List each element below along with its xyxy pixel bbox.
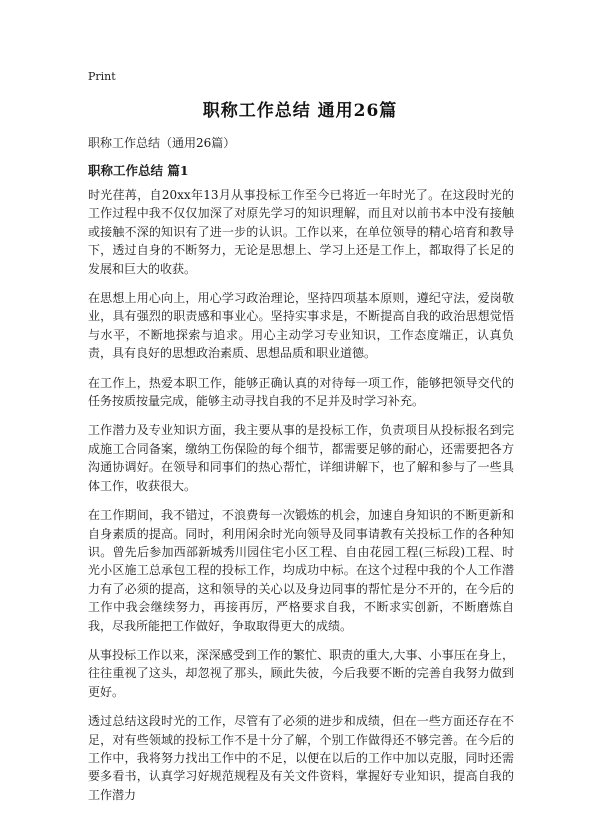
paragraph: 从事投标工作以来，深深感受到工作的繁忙、职责的重大,大事、小事压在身上，往往重视了这头，却忽视了那头，顾此失彼，今后我要不断的完善自我努力做到更好。 bbox=[88, 647, 514, 699]
print-link[interactable]: Print bbox=[88, 70, 116, 83]
paragraph: 在工作上，热爱本职工作，能够正确认真的对待每一项工作，能够把领导交代的任务按质按量完成，能够主动寻找自我的不足并及时学习补充。 bbox=[88, 375, 514, 409]
paragraph: 透过总结这段时光的工作，尽管有了必须的进步和成绩，但在一些方面还存在不足，对有些领域的投标工作不是十分了解，个别工作做得还不够完善。在今后的工作中，我将努力找出工作中的不足，以便在以后的工作中加以克服，同时还需要多看书，认真学习好规范规程及有关文件资料，掌握好专业知识，提高自我的工作潜力 bbox=[88, 714, 514, 802]
document-subtitle: 职称工作总结（通用26篇） bbox=[88, 136, 236, 150]
page-title: 职称工作总结 通用26篇 bbox=[202, 101, 398, 121]
section-heading: 职称工作总结 篇1 bbox=[88, 163, 189, 178]
paragraph: 工作潜力及专业知识方面，我主要从事的是投标工作，负责项目从投标报名到完成施工合同备案，缴纳工伤保险的每个细节，都需要足够的耐心，还需要把各方沟通协调好。在领导和同事们的热心帮忙，详细讲解下，也了解和参与了一些具体工作，收获很大。 bbox=[88, 423, 514, 493]
paragraph: 在思想上用心向上，用心学习政治理论，坚持四项基本原则，遵纪守法，爱岗敬业，具有强烈的职责感和事业心。坚持实事求是，不断提高自我的政治思想觉悟与水平，不断地探索与追求。用心主动学习专业知识，工作态度端正，认真负责，具有良好的思想政治素质、思想品质和职业道德。 bbox=[88, 291, 514, 361]
paragraph: 在工作期间，我不错过，不浪费每一次锻炼的机会，加速自身知识的不断更新和自身素质的提高。同时，利用闲余时光向领导及同事请教有关投标工作的各种知识。曾先后参加西部新城秀川园住宅小区工程、自由花园工程(三标段)工程、时光小区施工总承包工程的投标工作，均成功中标。在这个过程中我的个人工作潜力有了必须的提高，这和领导的关心以及身边同事的帮忙是分不开的，在今后的工作中我会继续努力，再接再厉，严格要求自我，不断求实创新，不断磨炼自我，尽我所能把工作做好，争取取得更大的成绩。 bbox=[88, 508, 514, 633]
paragraph: 时光荏苒，自20xx年13月从事投标工作至今已将近一年时光了。在这段时光的工作过程中我不仅仅加深了对原先学习的知识理解，而且对以前书本中没有接触或接触不深的知识有了进一步的认识。工作以来，在单位领导的精心培育和教导下，透过自身的不断努力，无论是思想上、学习上还是工作上，都取得了长足的发展和巨大的收获。 bbox=[88, 188, 514, 276]
body-text bbox=[88, 186, 514, 815]
